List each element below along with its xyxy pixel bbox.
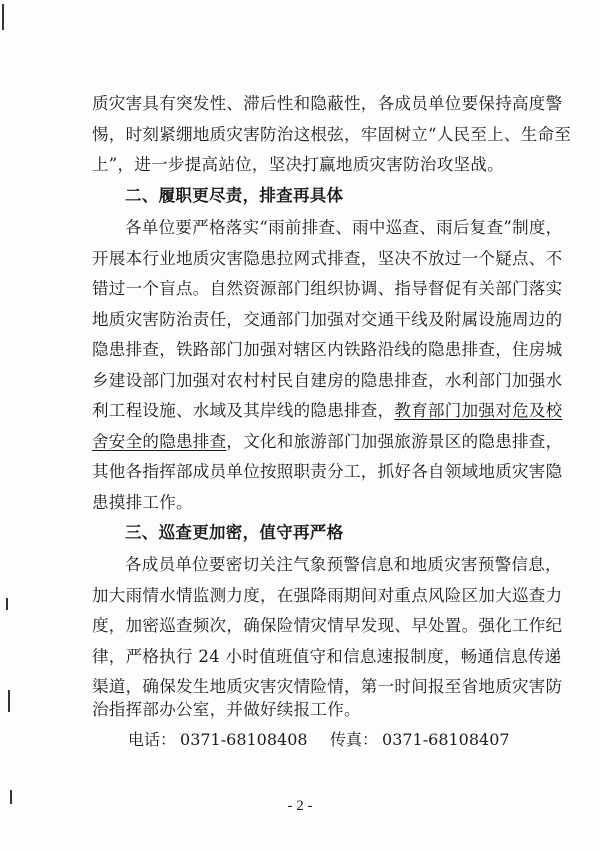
section-heading: 二、履职更尽责，排查再具体 — [125, 186, 344, 205]
body-line: 质灾害具有突发性、滞后性和隐蔽性，各成员单位要保持高度警 — [92, 94, 563, 113]
phone-label: 电话： — [128, 730, 177, 749]
body-line: 律，严格执行 24 小时值班值守和信息速报制度，畅通信息传递 — [92, 647, 562, 666]
body-line: 各单位要严格落实“雨前排查、雨中巡查、雨后复查”制度， — [125, 218, 563, 237]
body-line — [0, 431, 600, 453]
underlined-text: 舍安全的隐患排查 — [92, 432, 227, 451]
body-line: 加大雨情水情监测力度，在强降雨期间对重点风险区加大巡查力 — [92, 586, 563, 605]
contact-line — [128, 729, 308, 751]
body-line — [0, 400, 600, 422]
page-number: - 2 - — [287, 798, 313, 814]
body-line: 错过一个盲点。自然资源部门组织协调、指导督促有关部门落实 — [92, 279, 563, 298]
body-line: 各成员单位要密切关注气象预警信息和地质灾害预警信息， — [125, 555, 562, 574]
line-text: ，文化和旅游部门加强旅游景区的隐患排查， — [226, 432, 563, 451]
body-line: 地质灾害防治责任，交通部门加强对交通干线及附属设施周边的 — [92, 310, 563, 329]
fax-number: 0371-68108407 — [382, 730, 510, 749]
body-line: 上”，进一步提高站位，坚决打赢地质灾害防治攻坚战。 — [92, 155, 504, 174]
body-line: 患摸排工作。 — [92, 493, 193, 512]
body-line: 惕，时刻紧绷地质灾害防治这根弦，牢固树立“人民至上、生命至 — [92, 125, 572, 144]
body-line: 其他各指挥部成员单位按照职责分工，抓好各自领域地质灾害隐 — [92, 462, 563, 481]
line-text: 利工程设施、水域及其岸线的隐患排查， — [92, 401, 395, 420]
underlined-text: 教育部门加强对危及校 — [394, 401, 563, 420]
body-line: 乡建设部门加强对农村村民自建房的隐患排查，水利部门加强水 — [92, 371, 563, 390]
body-line: 治指挥部办公室，并做好续报工作。 — [92, 700, 361, 719]
body-line: 渠道，确保发生地质灾害灾情险情，第一时间报至省地质灾害防 — [92, 677, 563, 696]
fax-label: 传真： — [330, 730, 379, 749]
body-line: 隐患排查，铁路部门加强对辖区内铁路沿线的隐患排查，住房城 — [92, 340, 563, 359]
section-heading: 三、巡查更加密，值守再严格 — [125, 523, 344, 542]
contact-line — [330, 729, 510, 751]
body-line: 度，加密巡查频次，确保险情灾情早发现、早处置。强化工作纪 — [92, 616, 563, 635]
body-line: 开展本行业地质灾害隐患拉网式排查，坚决不放过一个疑点、不 — [92, 249, 563, 268]
scan-mark-top — [2, 4, 4, 30]
phone-number: 0371-68108408 — [180, 730, 308, 749]
